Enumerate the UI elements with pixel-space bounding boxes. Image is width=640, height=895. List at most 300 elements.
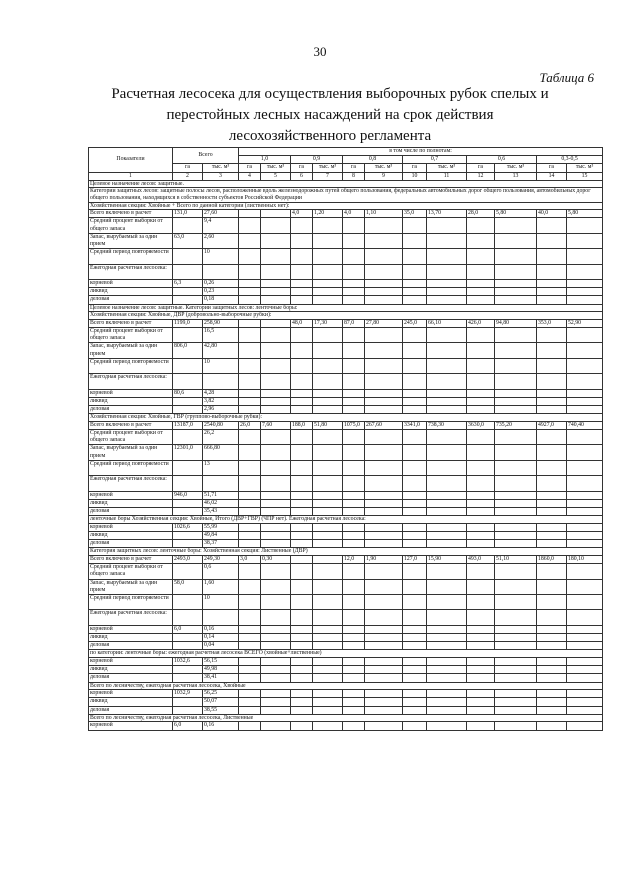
table-cell — [365, 264, 403, 279]
section-heading: Хозяйственная секция: Хвойные + Всего по данной категории (лиственных нет): — [89, 202, 603, 210]
table-cell — [343, 657, 365, 665]
table-cell — [239, 531, 261, 539]
table-row — [89, 523, 603, 531]
row-label: корневой — [89, 523, 173, 531]
table-cell — [403, 249, 427, 264]
table-cell — [291, 249, 313, 264]
table-cell — [313, 499, 343, 507]
table-cell — [239, 722, 261, 730]
table-cell — [291, 288, 313, 296]
header-unit-m3: тыс. м³ — [313, 164, 343, 172]
table-cell — [261, 476, 291, 491]
table-cell — [467, 706, 495, 714]
table-cell — [537, 288, 567, 296]
table-cell — [427, 642, 467, 650]
table-cell — [537, 674, 567, 682]
table-row — [89, 421, 603, 429]
table-cell — [403, 722, 427, 730]
table-cell — [343, 343, 365, 358]
table-cell — [467, 460, 495, 475]
header-total: Всего — [173, 148, 239, 164]
table-cell — [343, 722, 365, 730]
table-cell — [495, 476, 537, 491]
table-cell — [313, 491, 343, 499]
table-cell — [427, 358, 467, 373]
table-cell — [313, 218, 343, 233]
table-cell — [291, 279, 313, 287]
table-row — [89, 674, 603, 682]
table-cell — [365, 507, 403, 515]
table-cell — [403, 460, 427, 475]
table-cell — [567, 531, 603, 539]
table-cell — [365, 358, 403, 373]
table-cell — [313, 476, 343, 491]
table-cell — [261, 358, 291, 373]
table-cell — [537, 445, 567, 460]
table-cell — [313, 625, 343, 633]
table-cell — [313, 507, 343, 515]
table-cell — [403, 610, 427, 625]
table-cell — [467, 445, 495, 460]
table-cell: 1,20 — [313, 210, 343, 218]
table-cell — [403, 595, 427, 610]
table-cell — [173, 476, 203, 491]
table-cell: 0,26 — [203, 279, 239, 287]
table-cell — [467, 374, 495, 389]
table-cell — [365, 233, 403, 248]
table-cell — [567, 218, 603, 233]
table-cell — [495, 507, 537, 515]
table-cell: 10 — [203, 249, 239, 264]
table-cell — [365, 579, 403, 594]
table-cell — [173, 507, 203, 515]
table-cell — [467, 389, 495, 397]
table-cell — [403, 279, 427, 287]
table-cell — [343, 429, 365, 444]
table-cell — [261, 499, 291, 507]
table-cell — [313, 389, 343, 397]
table-cell — [173, 499, 203, 507]
table-cell — [239, 233, 261, 248]
header-unit-m3: тыс. м³ — [365, 164, 403, 172]
table-cell — [261, 698, 291, 706]
table-cell — [173, 564, 203, 579]
table-cell — [427, 690, 467, 698]
table-cell: 10 — [203, 358, 239, 373]
table-cell: 0,6 — [203, 564, 239, 579]
table-cell — [313, 633, 343, 641]
table-cell — [313, 343, 343, 358]
table-cell — [365, 642, 403, 650]
table-cell: 4,0 — [291, 210, 313, 218]
section-row — [89, 414, 603, 422]
table-cell — [537, 279, 567, 287]
table-cell — [173, 397, 203, 405]
table-cell: 27,80 — [365, 319, 403, 327]
table-cell: 0,16 — [203, 722, 239, 730]
table-cell: 2540,80 — [203, 421, 239, 429]
table-cell — [567, 429, 603, 444]
table-cell — [365, 499, 403, 507]
table-cell — [427, 507, 467, 515]
table-cell — [313, 698, 343, 706]
table-cell — [467, 595, 495, 610]
table-cell — [537, 507, 567, 515]
table-cell — [467, 564, 495, 579]
table-cell — [261, 540, 291, 548]
table-cell — [173, 296, 203, 304]
table-cell — [467, 358, 495, 373]
row-label: ликвид — [89, 698, 173, 706]
table-cell — [403, 531, 427, 539]
table-cell — [239, 405, 261, 413]
table-cell — [467, 429, 495, 444]
table-cell: 80,6 — [173, 389, 203, 397]
table-cell — [403, 540, 427, 548]
table-cell — [313, 674, 343, 682]
table-cell: 1032,6 — [173, 657, 203, 665]
table-cell: 6,0 — [173, 625, 203, 633]
table-row — [89, 218, 603, 233]
table-cell — [313, 405, 343, 413]
table-cell — [343, 279, 365, 287]
table-cell: 49,98 — [203, 666, 239, 674]
table-cell — [239, 674, 261, 682]
table-cell — [291, 499, 313, 507]
table-cell — [343, 264, 365, 279]
table-row — [89, 374, 603, 389]
table-cell — [537, 397, 567, 405]
table-cell — [261, 218, 291, 233]
table-cell — [261, 249, 291, 264]
table-cell — [291, 633, 313, 641]
table-cell — [495, 233, 537, 248]
table-cell: 245,0 — [403, 319, 427, 327]
section-heading: Категории защитных лесов: защитные полосы лесов, расположенные вдоль железнодорожных путей общего пользования, федеральных автомобильных дорог общего пользования, автомобильных дорог общего пользования, находящихся в собственности субъектов Российской Федерации — [89, 188, 603, 202]
row-label: корневой — [89, 657, 173, 665]
table-cell — [313, 706, 343, 714]
table-cell — [537, 722, 567, 730]
table-cell — [343, 445, 365, 460]
table-cell — [313, 579, 343, 594]
table-cell — [291, 374, 313, 389]
table-cell — [567, 722, 603, 730]
table-cell — [567, 625, 603, 633]
row-label: ликвид — [89, 397, 173, 405]
column-number: 11 — [427, 172, 467, 180]
table-cell — [239, 690, 261, 698]
table-row — [89, 540, 603, 548]
table-cell — [173, 666, 203, 674]
section-row — [89, 312, 603, 320]
table-cell — [365, 445, 403, 460]
table-cell: 3,82 — [203, 397, 239, 405]
table-cell — [495, 405, 537, 413]
table-cell — [537, 666, 567, 674]
column-numbers-row — [89, 172, 603, 180]
table-cell — [173, 706, 203, 714]
table-cell — [427, 279, 467, 287]
row-label: Запас, вырубаемый за один прием — [89, 445, 173, 460]
table-cell — [427, 288, 467, 296]
table-row — [89, 279, 603, 287]
table-cell — [365, 343, 403, 358]
table-cell — [403, 429, 427, 444]
table-cell — [567, 327, 603, 342]
table-cell — [427, 657, 467, 665]
table-cell — [261, 531, 291, 539]
row-label: Ежегодная расчетная лесосека: — [89, 476, 173, 491]
table-cell — [467, 218, 495, 233]
table-cell: 3341,0 — [403, 421, 427, 429]
table-cell — [313, 523, 343, 531]
document-title: Расчетная лесосека для осуществления выборочных рубок спелых и перестойных лесных насаждений на срок действия лесохозяйственного регламента — [111, 86, 549, 144]
table-cell — [343, 564, 365, 579]
table-cell — [261, 706, 291, 714]
table-cell — [495, 445, 537, 460]
header-unit-ha: га — [343, 164, 365, 172]
table-cell: 6,3 — [173, 279, 203, 287]
table-cell — [343, 397, 365, 405]
table-cell — [239, 343, 261, 358]
table-cell — [427, 579, 467, 594]
table-cell — [261, 319, 291, 327]
table-cell — [567, 405, 603, 413]
table-row — [89, 657, 603, 665]
table-cell — [291, 460, 313, 475]
table-row — [89, 397, 603, 405]
table-cell — [261, 579, 291, 594]
table-cell: 12,0 — [343, 555, 365, 563]
table-cell — [467, 633, 495, 641]
table-cell — [365, 389, 403, 397]
table-cell: 738,30 — [427, 421, 467, 429]
table-cell — [173, 374, 203, 389]
table-cell: 13,70 — [427, 210, 467, 218]
table-cell — [537, 540, 567, 548]
table-cell: 35,0 — [403, 210, 427, 218]
table-cell — [567, 507, 603, 515]
table-cell — [495, 397, 537, 405]
table-cell — [567, 540, 603, 548]
section-heading: Целевое назначение лесов: защитные. Категории защитных лесов: ленточные боры: — [89, 304, 603, 312]
table-cell: 13187,0 — [173, 421, 203, 429]
table-cell: 63,0 — [173, 233, 203, 248]
table-cell — [173, 674, 203, 682]
table-cell — [239, 460, 261, 475]
table-cell — [567, 706, 603, 714]
table-cell — [403, 633, 427, 641]
table-cell — [291, 690, 313, 698]
row-label: Средний период повторяемости — [89, 595, 173, 610]
table-cell: 26,2 — [203, 429, 239, 444]
table-cell — [239, 579, 261, 594]
table-cell — [291, 327, 313, 342]
table-cell — [261, 445, 291, 460]
row-label: Запас, вырубаемый за один прием — [89, 579, 173, 594]
table-cell — [495, 296, 537, 304]
table-cell — [365, 218, 403, 233]
table-cell — [313, 279, 343, 287]
row-label: корневой — [89, 690, 173, 698]
table-cell — [537, 218, 567, 233]
header-density: 0,6 — [467, 156, 537, 164]
table-cell — [239, 327, 261, 342]
table-cell — [239, 319, 261, 327]
table-cell — [173, 218, 203, 233]
table-cell: 17,30 — [313, 319, 343, 327]
table-cell — [261, 397, 291, 405]
table-cell — [427, 610, 467, 625]
header-unit-m3: тыс. м³ — [567, 164, 603, 172]
table-cell — [403, 374, 427, 389]
table-cell — [403, 706, 427, 714]
table-cell — [403, 397, 427, 405]
table-cell — [467, 405, 495, 413]
table-cell: 6,0 — [173, 722, 203, 730]
table-cell — [427, 405, 467, 413]
table-cell — [343, 327, 365, 342]
table-cell — [495, 358, 537, 373]
table-cell — [239, 657, 261, 665]
table-cell — [495, 540, 537, 548]
table-cell — [261, 460, 291, 475]
table-cell — [239, 358, 261, 373]
table-cell — [365, 279, 403, 287]
table-cell — [467, 531, 495, 539]
table-cell — [343, 491, 365, 499]
table-cell: 5,80 — [495, 210, 537, 218]
table-cell — [343, 531, 365, 539]
table-row — [89, 358, 603, 373]
table-cell — [567, 642, 603, 650]
section-heading: Всего по лесничеству, ежегодная расчетная лесосека, Лиственные — [89, 714, 603, 722]
table-cell — [495, 690, 537, 698]
table-cell — [261, 264, 291, 279]
table-cell — [427, 595, 467, 610]
section-row — [89, 548, 603, 556]
table-cell — [403, 579, 427, 594]
table-cell — [403, 642, 427, 650]
table-cell: 353,0 — [537, 319, 567, 327]
table-cell: 42,80 — [203, 343, 239, 358]
table-cell — [537, 698, 567, 706]
table-cell — [239, 633, 261, 641]
table-cell: 267,60 — [365, 421, 403, 429]
table-row — [89, 491, 603, 499]
table-cell: 38,41 — [203, 674, 239, 682]
table-cell — [343, 460, 365, 475]
table-cell: 26,0 — [239, 421, 261, 429]
table-cell: 49,84 — [203, 531, 239, 539]
table-cell — [239, 499, 261, 507]
table-cell — [343, 625, 365, 633]
section-row — [89, 682, 603, 690]
table-cell — [239, 540, 261, 548]
table-cell — [239, 374, 261, 389]
table-cell — [343, 296, 365, 304]
table-cell — [173, 633, 203, 641]
table-cell: 5,80 — [567, 210, 603, 218]
table-cell — [495, 523, 537, 531]
table-cell — [567, 476, 603, 491]
row-label: корневой — [89, 279, 173, 287]
table-cell — [239, 642, 261, 650]
table-cell — [291, 564, 313, 579]
table-cell — [427, 523, 467, 531]
table-cell — [427, 429, 467, 444]
table-cell — [291, 233, 313, 248]
table-cell — [291, 579, 313, 594]
table-cell — [537, 389, 567, 397]
row-label: корневой — [89, 491, 173, 499]
row-label: корневой — [89, 625, 173, 633]
header-density: 0,3-0,5 — [537, 156, 603, 164]
table-cell: 249,30 — [203, 555, 239, 563]
row-label: корневой — [89, 389, 173, 397]
table-cell — [567, 666, 603, 674]
table-cell — [567, 491, 603, 499]
table-cell: 51,80 — [313, 421, 343, 429]
table-cell — [567, 397, 603, 405]
table-cell — [495, 633, 537, 641]
table-cell: 188,0 — [291, 421, 313, 429]
table-cell — [427, 389, 467, 397]
table-cell — [343, 233, 365, 248]
table-cell — [261, 288, 291, 296]
table-cell — [537, 625, 567, 633]
table-cell — [313, 288, 343, 296]
table-cell — [291, 296, 313, 304]
table-cell: 1075,0 — [343, 421, 365, 429]
table-cell — [427, 445, 467, 460]
table-cell — [403, 523, 427, 531]
table-cell — [173, 288, 203, 296]
table-cell — [427, 397, 467, 405]
table-cell — [403, 564, 427, 579]
table-cell — [291, 218, 313, 233]
section-row — [89, 202, 603, 210]
table-cell: 2493,0 — [173, 555, 203, 563]
table-cell — [239, 625, 261, 633]
column-number: 4 — [239, 172, 261, 180]
table-cell — [467, 343, 495, 358]
table-cell: 9,4 — [203, 218, 239, 233]
table-row — [89, 249, 603, 264]
table-cell — [313, 657, 343, 665]
table-cell — [537, 476, 567, 491]
table-cell — [567, 279, 603, 287]
section-row — [89, 304, 603, 312]
table-cell — [239, 249, 261, 264]
row-label: деловая — [89, 706, 173, 714]
table-cell — [403, 389, 427, 397]
table-cell: 50,07 — [203, 698, 239, 706]
table-cell — [537, 610, 567, 625]
table-cell — [495, 674, 537, 682]
table-cell: 131,0 — [173, 210, 203, 218]
header-unit-ha: га — [467, 164, 495, 172]
table-cell — [537, 579, 567, 594]
table-cell — [567, 564, 603, 579]
table-cell — [567, 445, 603, 460]
table-cell — [567, 343, 603, 358]
row-label: Запас, вырубаемый за один прием — [89, 233, 173, 248]
table-row — [89, 610, 603, 625]
table-cell — [495, 429, 537, 444]
table-cell — [313, 610, 343, 625]
table-cell — [343, 579, 365, 594]
